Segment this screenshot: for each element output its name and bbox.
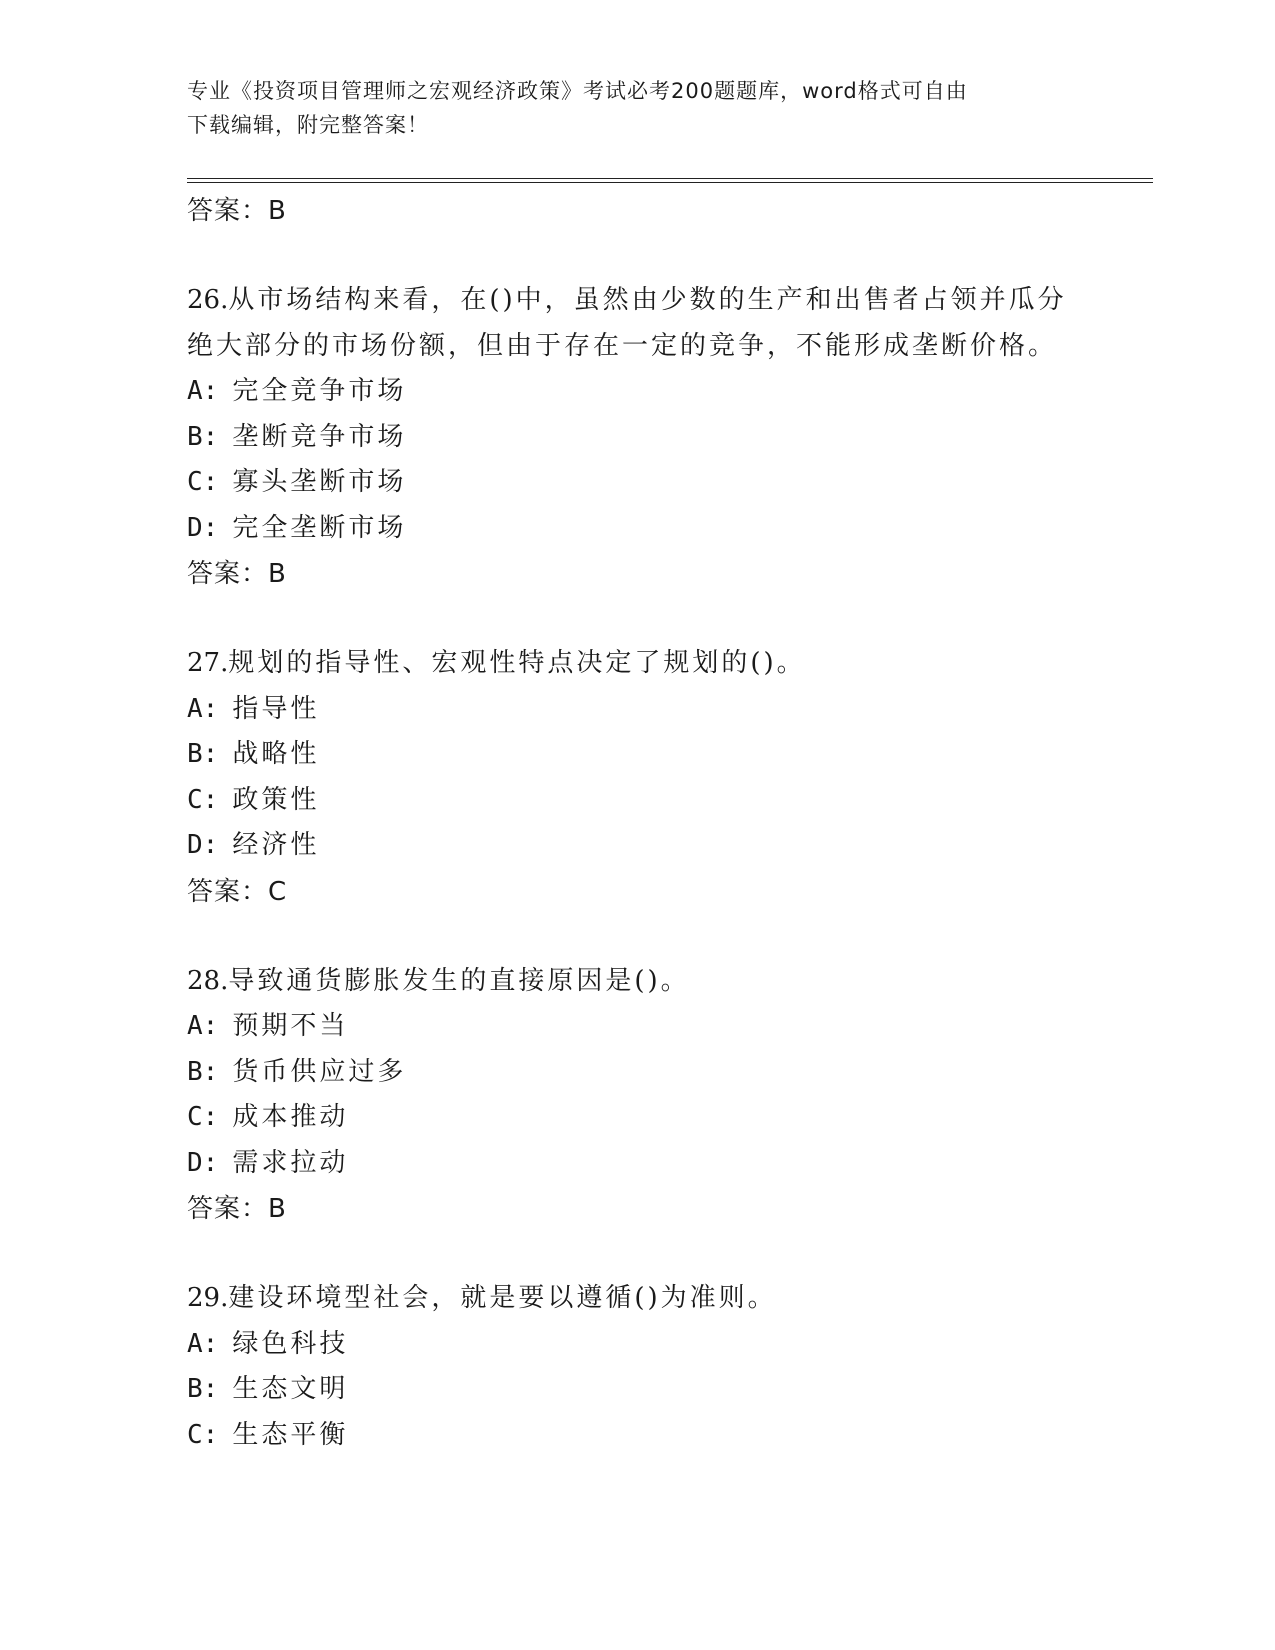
- option-item: [187, 1050, 1087, 1096]
- option-text: 生态文明: [232, 1374, 349, 1404]
- header-rule-thick: [187, 178, 1153, 179]
- option-item: [187, 369, 1087, 415]
- option-letter: A:: [187, 1011, 219, 1041]
- option-text: 指导性: [232, 693, 320, 724]
- option-letter: D:: [187, 1147, 219, 1178]
- option-letter: D:: [187, 830, 219, 860]
- question-number: 27.: [187, 648, 229, 678]
- option-letter: B:: [187, 421, 219, 452]
- question-block: [187, 959, 1087, 1233]
- question-text: [187, 959, 1087, 1005]
- option-text: 生态平衡: [232, 1419, 349, 1450]
- option-letter: B:: [187, 1056, 219, 1087]
- option-text: 垄断竞争市场: [232, 421, 407, 452]
- option-item: [187, 415, 1087, 461]
- option-letter: C:: [187, 467, 219, 497]
- answer-line: 答案：C: [187, 876, 288, 907]
- option-text: 经济性: [232, 830, 320, 860]
- answer-25: 答案：B: [187, 196, 287, 226]
- option-item: [187, 1322, 1087, 1368]
- option-item: [187, 506, 1087, 552]
- option-text: 预期不当: [232, 1011, 349, 1041]
- question-stem: 规划的指导性、宏观性特点决定了规划的()。: [228, 648, 806, 678]
- option-text: 绿色科技: [232, 1328, 349, 1359]
- question-stem: 导致通货膨胀发生的直接原因是()。: [228, 965, 690, 996]
- question-block: [187, 278, 1087, 597]
- option-letter: A:: [187, 1328, 219, 1359]
- option-text: 政策性: [232, 784, 320, 815]
- option-item: [187, 1413, 1087, 1459]
- option-text: 寡头垄断市场: [232, 467, 407, 497]
- answer-line: 答案：B: [187, 1194, 287, 1224]
- option-letter: B:: [187, 739, 219, 769]
- option-item: [187, 823, 1087, 869]
- option-item: [187, 1004, 1087, 1050]
- option-item: [187, 687, 1087, 733]
- question-number: 29.: [187, 1283, 229, 1313]
- question-block: [187, 641, 1087, 915]
- option-letter: C:: [187, 784, 219, 815]
- question-text: [187, 1276, 1087, 1322]
- option-letter: C:: [187, 1419, 219, 1450]
- header-rule-thin: [187, 182, 1153, 183]
- question-stem: 从市场结构来看，在()中，虽然由少数的生产和出售者占领并瓜分绝大部分的市场份额，但由于存在一定的竞争，不能形成垄断价格。: [187, 285, 1067, 361]
- question-block: [187, 1276, 1087, 1458]
- option-letter: A:: [187, 376, 219, 406]
- option-letter: C:: [187, 1102, 219, 1132]
- option-text: 货币供应过多: [232, 1056, 407, 1087]
- option-text: 需求拉动: [232, 1147, 349, 1178]
- option-item: [187, 1367, 1087, 1413]
- answer-line: 答案：B: [187, 559, 287, 589]
- question-number: 28.: [187, 965, 229, 996]
- option-text: 战略性: [232, 739, 320, 769]
- option-item: [187, 778, 1087, 824]
- question-stem: 建设环境型社会，就是要以遵循()为准则。: [228, 1283, 777, 1313]
- document-header: 专业《投资项目管理师之宏观经济政策》考试必考200题题库，word格式可自由 下载编辑，附完整答案！: [187, 79, 968, 137]
- option-letter: D:: [187, 512, 219, 543]
- question-number: 26.: [187, 285, 229, 315]
- question-text: [187, 278, 1087, 369]
- option-item: [187, 460, 1087, 506]
- option-item: [187, 1095, 1087, 1141]
- option-text: 成本推动: [232, 1102, 349, 1132]
- option-text: 完全竞争市场: [232, 376, 407, 406]
- question-list: [187, 188, 1087, 1458]
- question-text: [187, 641, 1087, 687]
- option-text: 完全垄断市场: [232, 512, 407, 543]
- option-item: [187, 732, 1087, 778]
- option-item: [187, 1141, 1087, 1187]
- option-letter: B:: [187, 1374, 219, 1404]
- option-letter: A:: [187, 693, 219, 724]
